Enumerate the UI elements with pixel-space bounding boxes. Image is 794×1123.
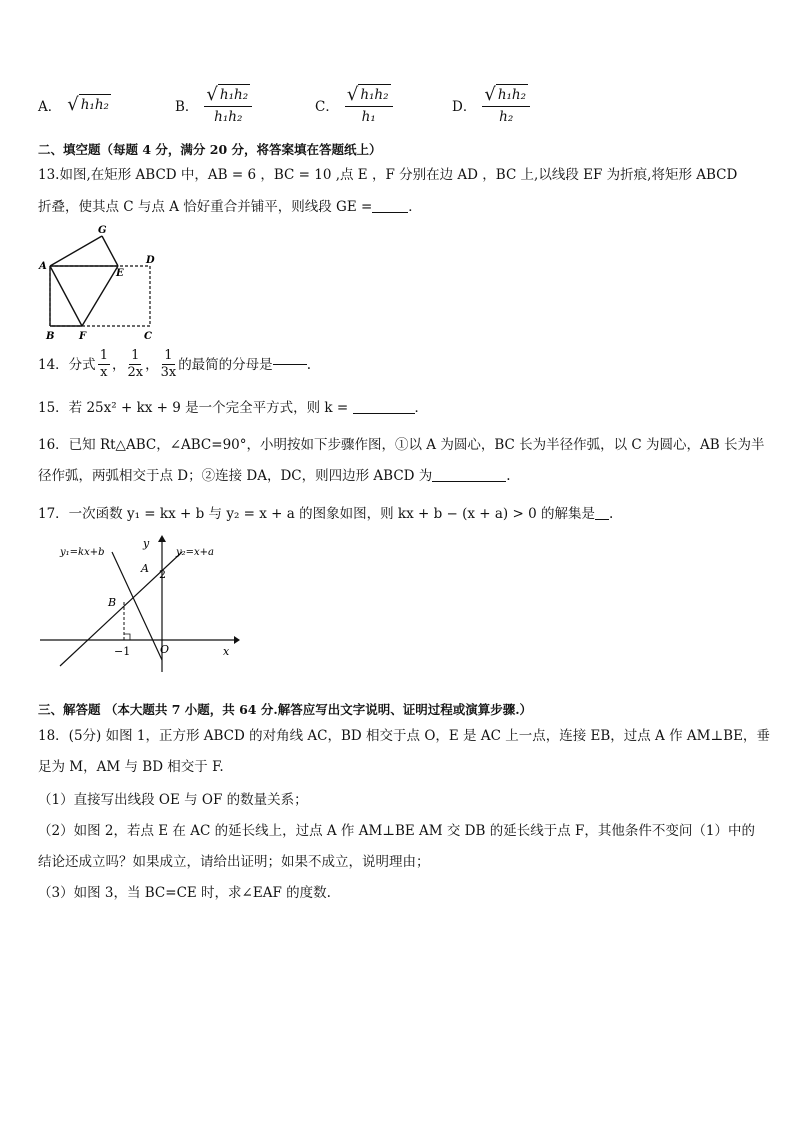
right-angle-mark: [124, 634, 130, 640]
line-y1: [112, 552, 162, 660]
label-y1: y₁=kx+b: [60, 547, 105, 558]
label-x-axis: x: [223, 645, 230, 658]
choice-letter: A．: [38, 99, 62, 115]
label-y2: y₂=x+a: [176, 547, 215, 558]
fraction-numerator: [345, 84, 393, 107]
question-14: [38, 348, 311, 381]
label-x-neg1: −1: [114, 645, 131, 658]
question-14-end: .: [306, 356, 311, 373]
question-14-prefix: 14．分式: [38, 356, 96, 373]
linear-functions-graph: [40, 532, 240, 672]
label-g: G: [98, 225, 107, 236]
question-18-line-1: 18．(5分) 如图 1，正方形 ABCD 的对角线 AC，BD 相交于点 O，E 是 AC 上一点，连接 EB，过点 A 作 AM⊥BE，垂: [38, 728, 770, 744]
question-18-part-3: （3）如图 3，当 BC=CE 时，求∠EAF 的度数.: [38, 885, 331, 901]
choice-letter: D．: [452, 98, 477, 115]
segment-af: [50, 266, 82, 326]
fraction-numerator: 1: [131, 348, 140, 363]
choice-b: [175, 84, 252, 125]
question-18-part-2-line-2: 结论还成立吗？如果成立，请给出证明；如果不成立，说明理由；: [38, 854, 430, 870]
fraction-denominator: h₁h₂: [214, 109, 243, 125]
rectangle-fold-figure: [34, 222, 164, 344]
choice-letter: C．: [315, 98, 339, 115]
fraction-numerator: 1: [164, 348, 173, 363]
fraction-denominator: x: [100, 365, 108, 380]
question-17-text: 17．一次函数 y₁ = kx + b 与 y₂ = x + a 的图象如图，则 kx + b − (x + a) > 0 的解集是: [38, 506, 595, 522]
answer-blank: [353, 413, 415, 414]
fraction-numerator: [204, 84, 252, 107]
question-13-line-1: 13.如图,在矩形 ABCD 中，AB = 6 ，BC = 10 ,点 E ，F 分别在边 AD ，BC 上,以线段 EF 为折痕,将矩形 ABCD: [38, 167, 738, 183]
label-d: D: [146, 255, 155, 266]
segment-ag: [50, 236, 102, 266]
choice-c: [315, 84, 393, 125]
radical-icon: √: [484, 84, 496, 105]
fraction-numerator: 1: [99, 348, 108, 363]
question-15-text: 15．若 25x² + kx + 9 是一个完全平方式，则 k =: [38, 400, 349, 416]
fraction-numerator: [482, 84, 530, 107]
question-18-part-2-line-1: （2）如图 2，若点 E 在 AC 的延长线上，过点 A 作 AM⊥BE AM 交 DB 的延长线于点 F，其他条件不变问（1）中的: [38, 823, 755, 839]
label-b: B: [46, 331, 55, 342]
answer-blank: [432, 481, 506, 482]
label-point-b: B: [108, 596, 117, 609]
question-13-end: ．: [408, 199, 422, 215]
question-15: [38, 399, 428, 417]
label-point-a: A: [141, 562, 149, 575]
question-17: [38, 505, 613, 523]
question-14-suffix: 的最简的分母是: [178, 356, 273, 373]
radicand: h₁h₂: [218, 84, 250, 106]
fraction: [204, 84, 252, 125]
section-2-title: 二、填空题（每题 4 分，满分 20 分，将答案填在答题纸上）: [38, 142, 382, 157]
fraction-1-over-x: [98, 348, 110, 381]
answer-blank: [273, 364, 307, 365]
radicand: h₁h₂: [79, 94, 111, 116]
fraction-1-over-3x: [161, 348, 177, 381]
label-origin: O: [160, 643, 170, 656]
question-13-line-2: [38, 198, 422, 216]
fraction-denominator: h₂: [499, 109, 514, 125]
radicand: h₁h₂: [358, 84, 390, 106]
separator: ，: [111, 356, 126, 373]
choice-d: [452, 84, 530, 125]
choice-a: [38, 94, 111, 116]
section-3-title: 三、解答题 （本大题共 7 小题，共 64 分.解答应写出文字说明、证明过程或演算步骤.）: [38, 702, 533, 717]
separator: ，: [145, 356, 159, 373]
question-16-end: .: [506, 468, 511, 484]
label-e: E: [116, 268, 124, 279]
question-18-line-2: 足为 M，AM 与 BD 相交于 F.: [38, 759, 224, 775]
label-y-axis: y: [143, 537, 150, 550]
label-c: C: [144, 331, 152, 342]
question-16-text: 径作弧，两弧相交于点 D；②连接 DA，DC，则四边形 ABCD 为: [38, 468, 433, 484]
question-15-end: ．: [414, 400, 429, 416]
fraction: [345, 84, 393, 125]
question-17-end: .: [608, 506, 614, 522]
y-axis-arrow-icon: [158, 535, 166, 542]
choice-letter: B．: [175, 98, 199, 115]
label-y-intercept: 2: [159, 568, 166, 581]
answer-blank: [595, 519, 609, 520]
question-18-part-1: （1）直接写出线段 OE 与 OF 的数量关系；: [38, 792, 308, 808]
question-13-text: 折叠，使其点 C 与点 A 恰好重合并铺平，则线段 GE =: [38, 199, 373, 215]
label-f: F: [79, 331, 87, 342]
label-a: A: [39, 261, 47, 272]
fraction-denominator: h₁: [361, 109, 376, 125]
x-axis-arrow-icon: [234, 636, 240, 644]
segment-ef: [82, 266, 118, 326]
sqrt-expression: [67, 94, 111, 116]
question-16-line-1: 16．已知 Rt△ABC，∠ABC=90°，小明按如下步骤作图，①以 A 为圆心，BC 长为半径作弧，以 C 为圆心，AB 长为半: [38, 437, 765, 453]
fraction: [482, 84, 530, 125]
fraction-denominator: 2x: [127, 365, 144, 380]
question-16-line-2: [38, 467, 511, 485]
radical-icon: √: [346, 84, 359, 105]
radical-icon: √: [206, 84, 218, 105]
radical-icon: √: [67, 94, 79, 115]
segment-ge: [102, 236, 118, 266]
fraction-denominator: 3x: [160, 365, 177, 380]
fraction-1-over-2x: [127, 348, 143, 381]
answer-blank: [372, 212, 408, 213]
radicand: h₁h₂: [496, 84, 528, 106]
